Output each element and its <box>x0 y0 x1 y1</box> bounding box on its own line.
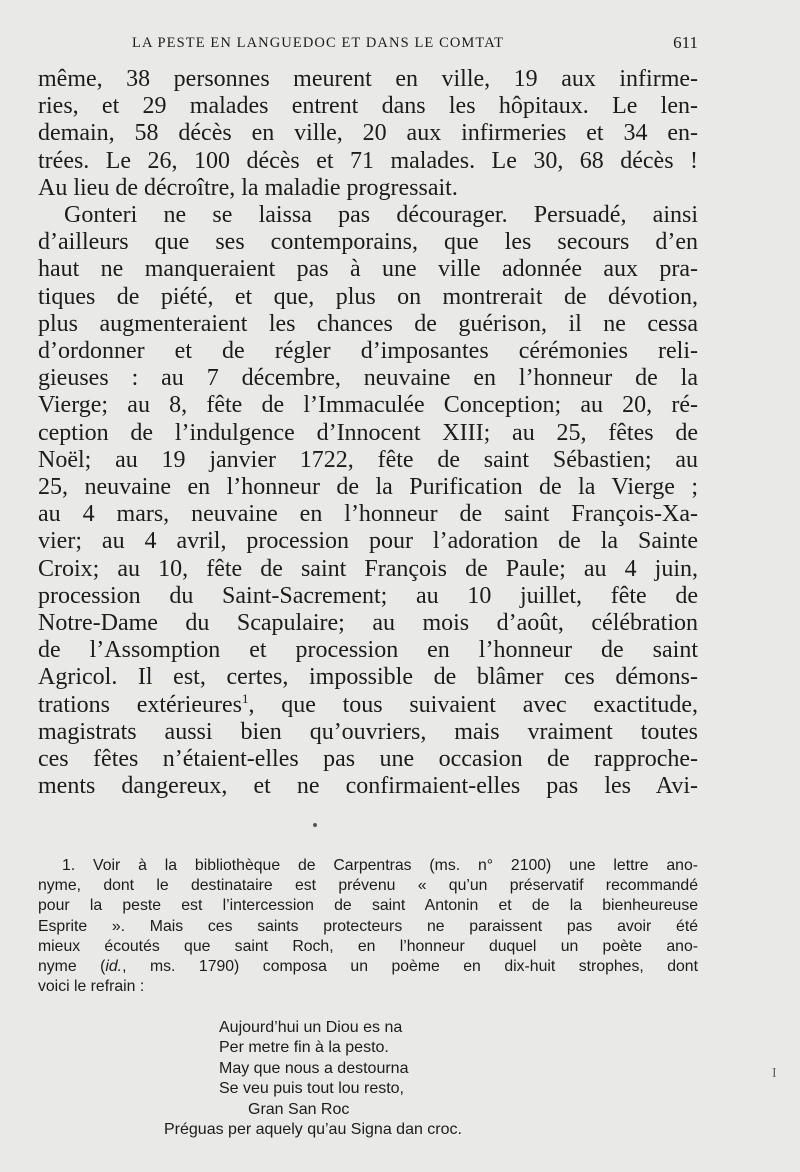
text-line: au 4 mars, neuvaine en l’honneur de saint François-Xa- <box>38 501 698 528</box>
text-line: Croix; au 10, fête de saint François de Paule; au 4 juin, <box>38 555 698 582</box>
footnote-reference[interactable]: 1 <box>241 690 249 706</box>
text-line: d’ordonner et de régler d’imposantes cérémonies reli- <box>38 338 698 365</box>
page-header <box>132 33 698 57</box>
footnote-line: mieux écoutés que saint Roch, en l’honneur duquel un poète ano- <box>38 937 698 955</box>
text-line: Gonteri ne se laissa pas décourager. Persuadé, ainsi <box>64 202 698 229</box>
text-line: procession du Saint-Sacrement; au 10 juillet, fête de <box>38 582 698 609</box>
text-line: de l’Assomption et procession en l’honneur de saint <box>38 637 698 664</box>
page-number: 611 <box>673 33 698 52</box>
text-line: ries, et 29 malades entrent dans les hôpitaux. Le len- <box>38 93 698 120</box>
footnote-line <box>38 957 698 977</box>
text-line: magistrats aussi bien qu’ouvriers, mais vraiment toutes <box>38 718 698 745</box>
poem-verse: Gran San Roc <box>248 1100 350 1118</box>
poem-verse: Per metre fin à la pesto. <box>219 1039 389 1057</box>
text-line: Au lieu de décroître, la maladie progressait. <box>38 174 458 201</box>
print-speck <box>313 823 317 827</box>
footnote-line: pour la peste est l’intercession de saint Antonin et de la bienheureuse <box>38 897 698 915</box>
main-text <box>38 66 698 800</box>
margin-mark: I <box>772 1066 777 1081</box>
poem-verse: Préguas per aquely qu’au Signa dan croc. <box>164 1121 462 1139</box>
text-line: plus augmenteraient les chances de guérison, il ne cessa <box>38 310 698 337</box>
text-line: même, 38 personnes meurent en ville, 19 aux infirme- <box>38 66 698 92</box>
text-segment: , que tous suivaient avec exactitude, <box>248 691 698 718</box>
text-line: 25, neuvaine en l’honneur de la Purification de la Vierge ; <box>38 474 698 501</box>
running-head: LA PESTE EN LANGUEDOC ET DANS LE COMTAT <box>132 35 505 51</box>
text-line: Agricol. Il est, certes, impossible de blâmer ces démons- <box>38 664 698 691</box>
text-line: Notre-Dame du Scapulaire; au mois d’août, célébration <box>38 610 698 637</box>
text-segment: trations extérieures <box>38 691 242 718</box>
text-line: Vierge; au 8, fête de l’Immaculée Conception; au 20, ré- <box>38 392 698 419</box>
text-line: haut ne manqueraient pas à une ville adonnée aux pra- <box>38 256 698 283</box>
text-line: tiques de piété, et que, plus on montrerait de dévotion, <box>38 283 698 310</box>
text-line: ments dangereux, et ne confirmaient-elles pas les Avi- <box>38 773 698 800</box>
text-line: Noël; au 19 janvier 1722, fête de saint Sébastien; au <box>38 446 698 473</box>
footnote-line: 1. Voir à la bibliothèque de Carpentras (ms. n° 2100) une lettre ano- <box>62 857 698 874</box>
text-line: d’ailleurs que ses contemporains, que les secours d’en <box>38 229 698 256</box>
poem-verse: Se veu puis tout lou resto, <box>219 1080 404 1098</box>
text-line: ception de l’indulgence d’Innocent XIII; au 25, fêtes de <box>38 419 698 446</box>
footnote <box>38 856 698 997</box>
poem-verse: May que nous a destourna <box>219 1059 409 1077</box>
text-line: gieuses : au 7 décembre, neuvaine en l’honneur de la <box>38 365 698 392</box>
text-line-with-footnote-ref <box>38 692 698 719</box>
ibid-abbreviation: id. <box>105 958 123 976</box>
text-line: trées. Le 26, 100 décès et 71 malades. Le 30, 68 décès ! <box>38 147 698 174</box>
footnote-line: nyme, dont le destinataire est prévenu « qu’un préservatif recommandé <box>38 877 698 895</box>
text-segment: nyme ( <box>38 958 106 976</box>
text-line: ces fêtes n’étaient-elles pas une occasion de rapproche- <box>38 746 698 773</box>
footnote-line: Esprite ». Mais ces saints protecteurs ne paraissent pas avoir été <box>38 917 698 935</box>
poem-refrain <box>0 1018 800 1140</box>
poem-verse: Aujourd’hui un Diou es na <box>219 1019 403 1036</box>
text-segment: , ms. 1790) composa un poème en dix-huit strophes, dont <box>122 958 698 976</box>
text-line: demain, 58 décès en ville, 20 aux infirmeries et 34 en- <box>38 120 698 147</box>
text-line: vier; au 4 avril, procession pour l’adoration de la Sainte <box>38 528 698 555</box>
footnote-line: voici le refrain : <box>38 978 145 996</box>
